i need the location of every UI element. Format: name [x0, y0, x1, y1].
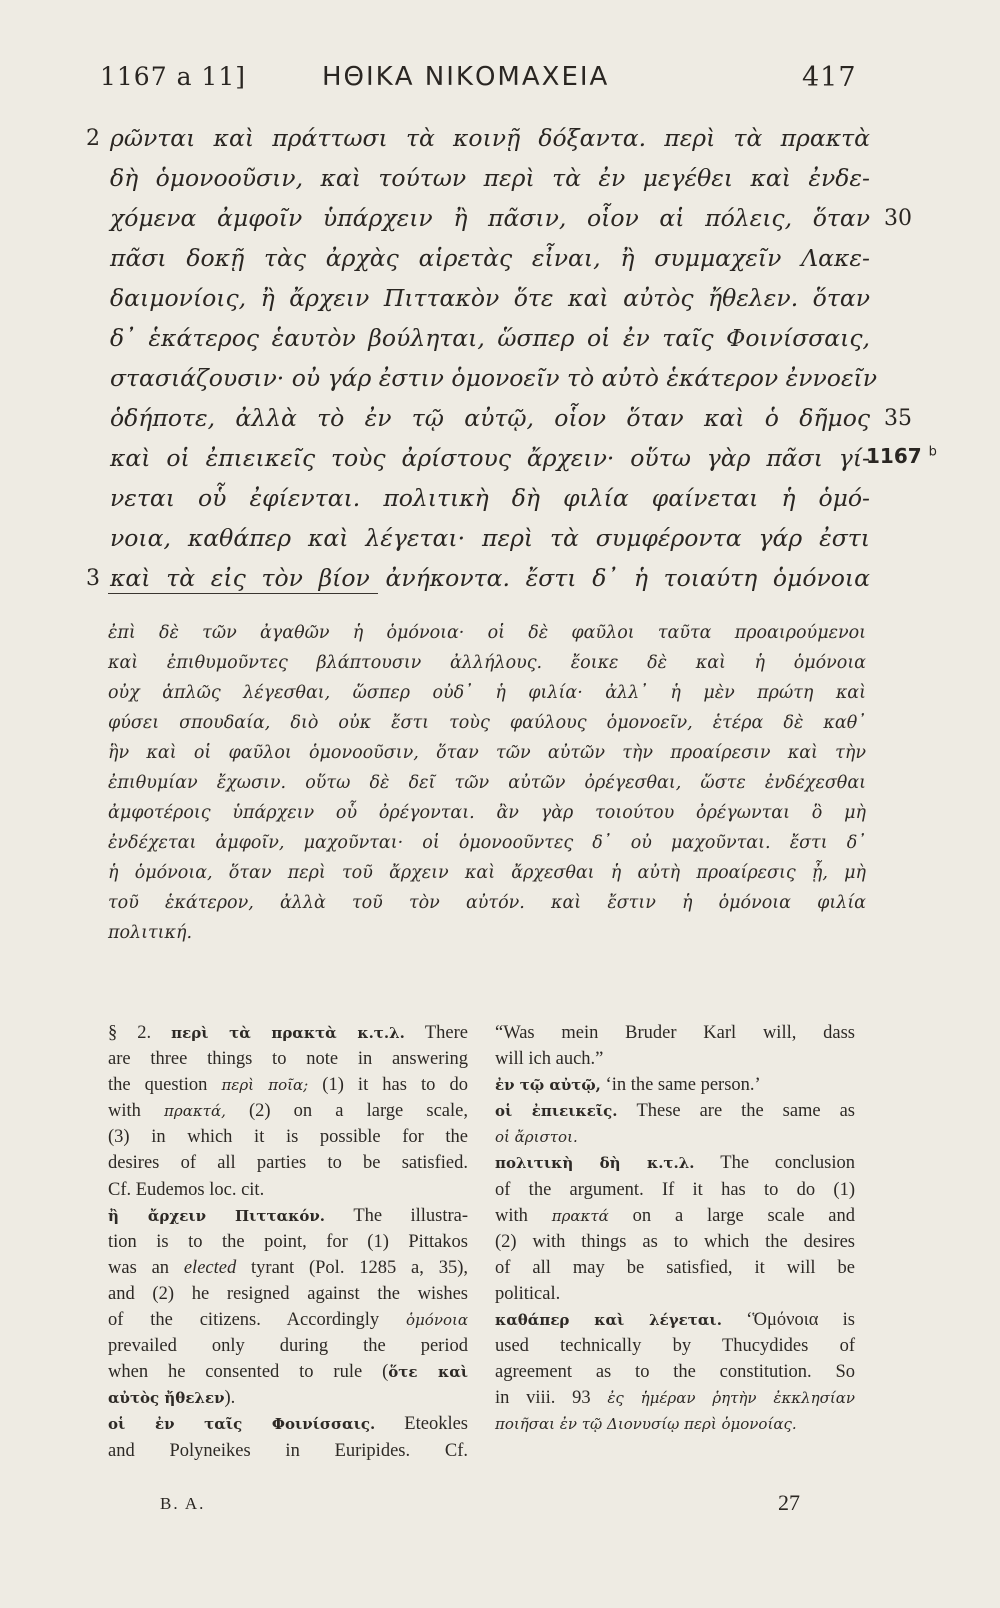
note-line: of the argument. If it has to do (1) — [495, 1179, 855, 1200]
scholia-line: ἐνδέχεται ἀμφοῖν, μαχοῦνται· οἱ ὁμονοοῦντες δ᾽ οὐ μαχοῦνται. ἔστι δ᾽ — [108, 833, 866, 853]
main-line: καὶ οἱ ἐπιεικεῖς τοὺς ἀρίστους ἄρχειν· οὕτω γὰρ πᾶσι γί- — [110, 444, 870, 472]
note-line: καθάπερ καὶ λέγεται. ‘Ὁμόνοια is — [495, 1310, 856, 1331]
main-line: νεται οὗ ἐφίενται. πολιτικὴ δὴ φιλία φαίνεται ἡ ὁμό- — [110, 484, 870, 512]
scholia-line: ἀμφοτέροις ὑπάρχειν οὗ ὀρέγονται. ἂν γὰρ τοιούτου ὀρέγωνται ὃ μὴ — [108, 803, 866, 823]
main-line: στασιάζουσιν· οὐ γάρ ἐστιν ὁμονοεῖν τὸ αὐτὸ ἑκάτερον ἐννοεῖν — [110, 364, 878, 392]
note-line: οἱ ἐπιεικεῖς. These are the same as — [495, 1101, 855, 1122]
main-line: πᾶσι δοκῇ τὰς ἀρχὰς αἱρετὰς εἶναι, ἢ συμμαχεῖν Λακε- — [110, 244, 870, 272]
scholia-line: οὐχ ἁπλῶς λέγεσθαι, ὥσπερ οὐδ᾽ ἡ φιλία· ἀλλ᾽ ἡ μὲν πρώτη καὶ — [108, 683, 866, 703]
note-line: agreement as to the constitution. So — [495, 1362, 855, 1383]
scholia-line: ἐπὶ δὲ τῶν ἀγαθῶν ἡ ὁμόνοια· οἱ δὲ φαῦλοι ταῦτα προαιρούμενοι — [108, 623, 866, 643]
line-number: 30 — [884, 206, 912, 231]
main-line: ὁδήποτε, ἀλλὰ τὸ ἐν τῷ αὐτῷ, οἷον ὅταν καὶ ὁ δῆμος — [110, 404, 870, 432]
scholia-line: καὶ ἐπιθυμοῦντες βλάπτουσιν ἀλλήλους. ἔοικε δὲ καὶ ἡ ὁμόνοια — [108, 653, 866, 673]
note-line: (3) in which it is possible for the — [108, 1127, 468, 1148]
page-number: 417 — [802, 62, 857, 93]
running-head — [0, 62, 1000, 102]
notes-right-column — [495, 1020, 855, 1438]
main-line: ρῶνται καὶ πράττωσι τὰ κοινῇ δόξαντα. περὶ τὰ πρακτὰ — [110, 124, 870, 152]
header-title: ΗΘΙΚΑ ΝΙΚΟΜΑΧΕΙΑ — [322, 62, 610, 92]
main-line: καὶ τὰ εἰς τὸν βίον ἀνήκοντα. ἔστι δ᾽ ἡ τοιαύτη ὁμόνοια — [110, 564, 870, 592]
note-line: αὐτὸς ἤθελεν). — [108, 1388, 236, 1409]
gathering-number: 27 — [778, 1490, 800, 1515]
note-line: prevailed only during the period — [108, 1336, 468, 1357]
note-line: used technically by Thucydides of — [495, 1336, 855, 1357]
note-line: when he consented to rule (ὅτε καὶ — [108, 1362, 468, 1383]
footnote-rule — [108, 593, 378, 594]
note-line: and Polyneikes in Euripides. Cf. — [108, 1440, 468, 1461]
note-line: tion is to the point, for (1) Pittakos — [108, 1231, 468, 1252]
note-line: οἱ ἐν ταῖς Φοινίσσαις. Eteokles — [108, 1414, 468, 1435]
note-line: will ich auch.” — [495, 1049, 604, 1070]
main-line: δαιμονίοις, ἢ ἄρχειν Πιττακὸν ὅτε καὶ αὐτὸς ἤθελεν. ὅταν — [110, 284, 870, 312]
note-line: πολιτικὴ δὴ κ.τ.λ. The conclusion — [495, 1153, 855, 1174]
note-line: desires of all parties to be satisfied. — [108, 1153, 468, 1174]
note-line: was an elected tyrant (Pol. 1285 a, 35), — [108, 1257, 468, 1278]
note-line: “Was mein Bruder Karl will, dass — [495, 1023, 855, 1043]
note-line: the question περὶ ποῖα; (1) it has to do — [108, 1075, 468, 1096]
note-line: οἱ ἄριστοι. — [495, 1128, 578, 1147]
note-line: ποιῆσαι ἐν τῷ Διονυσίῳ περὶ ὁμονοίας. — [495, 1415, 797, 1434]
bekker-column: b — [928, 444, 937, 460]
note-line: with πρακτά, (2) on a large scale, — [108, 1101, 468, 1122]
note-line: of all may be satisfied, it will be — [495, 1257, 855, 1278]
main-line: χόμενα ἀμφοῖν ὑπάρχειν ἢ πᾶσιν, οἷον αἱ πόλεις, ὅταν — [110, 204, 870, 232]
note-line: ἢ ἄρχειν Πιττακόν. The illustra- — [108, 1205, 468, 1226]
scholia-line: πολιτική. — [108, 923, 193, 943]
line-number: 35 — [884, 406, 912, 431]
notes-left-column — [108, 1020, 468, 1464]
note-line: of the citizens. Accordingly ὁμόνοια — [108, 1310, 468, 1331]
note-line: Cf. Eudemos loc. cit. — [108, 1179, 265, 1200]
main-line: δ᾽ ἑκάτερος ἑαυτὸν βούληται, ὥσπερ οἱ ἐν ταῖς Φοινίσσαις, — [110, 324, 870, 352]
note-line: and (2) he resigned against the wishes — [108, 1283, 468, 1304]
note-line: are three things to note in answering — [108, 1049, 468, 1070]
bekker-reference — [866, 444, 937, 468]
scholia-line: ἐπιθυμίαν ἔχωσιν. οὕτω δὲ δεῖ τῶν αὐτῶν ὀρέγεσθαι, ὥστε ἐνδέχεσθαι — [108, 773, 866, 793]
main-line: νοια, καθάπερ καὶ λέγεται· περὶ τὰ συμφέροντα γάρ ἐστι — [110, 524, 870, 552]
scholia-line: ἣν καὶ οἱ φαῦλοι ὁμονοοῦσιν, ὅταν τῶν αὐτῶν τὴν προαίρεσιν καὶ τὴν — [108, 743, 866, 763]
note-line: with πρακτά on a large scale and — [495, 1205, 856, 1226]
note-line: in viii. 93 ἐς ἡμέραν ῥητὴν ἐκκλησίαν — [495, 1388, 855, 1409]
section-number: 3 — [86, 566, 100, 591]
note-line: ἐν τῷ αὐτῷ, ‘in the same person.’ — [495, 1075, 761, 1096]
scholia-line: τοῦ ἑκάτερον, ἀλλὰ τοῦ τὸν αὐτόν. καὶ ἔστιν ἡ ὁμόνοια φιλία — [108, 893, 866, 913]
header-reference: 1167 a 11] — [100, 62, 246, 91]
note-line: (2) with things as to which the desires — [495, 1231, 855, 1252]
main-line: δὴ ὁμονοοῦσιν, καὶ τούτων περὶ τὰ ἐν μεγέθει καὶ ἐνδε- — [110, 164, 870, 192]
bekker-page: 1167 — [866, 444, 922, 468]
scholia-line: φύσει σπουδαία, διὸ οὐκ ἔστι τοὺς φαύλους ὁμονοεῖν, ἑτέρα δὲ καθ᾽ — [108, 713, 866, 733]
note-line: § 2. περὶ τὰ πρακτὰ κ.τ.λ. There — [108, 1023, 469, 1043]
section-number: 2 — [86, 126, 100, 151]
signature-mark: B. A. — [160, 1494, 206, 1513]
note-line: political. — [495, 1283, 561, 1304]
scholia-line: ἡ ὁμόνοια, ὅταν περὶ τοῦ ἄρχειν καὶ ἄρχεσθαι ἡ αὐτὴ προαίρεσις ᾖ, μὴ — [108, 863, 866, 883]
